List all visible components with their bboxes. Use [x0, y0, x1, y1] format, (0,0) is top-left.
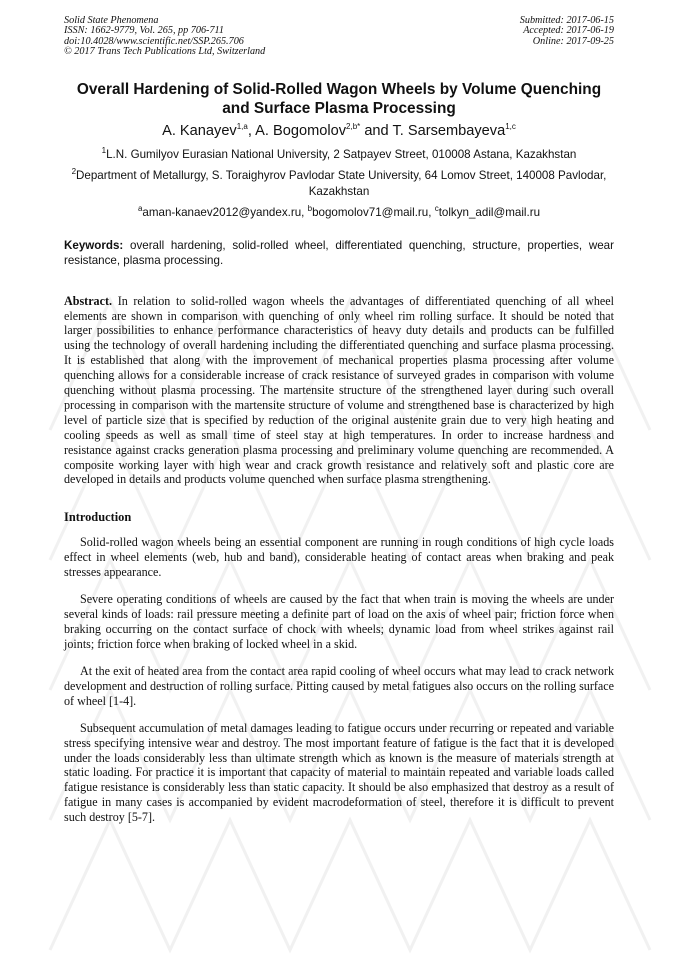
affiliation-mark: 1: [101, 146, 107, 156]
online-date: Online: 2017-09-25: [532, 35, 614, 47]
keywords-text: overall hardening, solid-rolled wheel, differentiated quenching, structure, properties, wear resistance, plasma processing.: [64, 239, 614, 267]
author-name: A. Kanayev: [162, 123, 237, 139]
title-line-1: Overall Hardening of Solid-Rolled Wagon Wheels by Volume Quenching: [76, 81, 602, 98]
author-separator: and: [360, 123, 393, 139]
author-name: A. Bogomolov: [255, 123, 347, 139]
author-emails: [64, 206, 614, 219]
introduction-paragraph: Severe operating conditions of wheels are caused by the fact that when train is moving the wheels are under several kinds of loads: rail pressure meeting a definite part of load on the axis of wheel pair; friction force when braking occurring on the contact surface of chock with wheels; dynamic load from wheel strikes against rail joints; friction force when braking of locked wheel in a skid.: [64, 592, 614, 651]
affiliation-2: [64, 168, 614, 200]
introduction-paragraph: Subsequent accumulation of metal damages leading to fatigue occurs under recurring or repeated and variable stress specifying intensive wear and destroy. The most important feature of fatigue is the fact that it is developed under the loads considerably less than ultimate strength which as known is the measure of materials strength at static loading. For practice it is important that capacity of material to maintain repeated and variable loads called fatigue resistance is considerably less than static capacity. It should be also emphasized that destroy as a result of fatigue in many cases is accompanied by evident macrodeformation of steel, therefore it is difficult to prevent such destroy [5-7].: [64, 720, 614, 825]
email-address: bogomolov71@mail.ru: [312, 206, 429, 219]
submitted-date: Submitted: 2017-06-15: [519, 15, 614, 26]
email-address: aman-kanaev2012@yandex.ru: [142, 206, 302, 219]
paper-title: [64, 80, 614, 118]
introduction-paragraph: Solid-rolled wagon wheels being an essential component are running in rough conditions of high cycle loads effect in wheel elements (web, hub and band), considerable heating of contact areas when braking and peak stresses appearance.: [64, 535, 614, 580]
author-name: T. Sarsembayeva: [392, 123, 506, 139]
affiliation-1: [64, 147, 614, 163]
paper-page: [64, 16, 614, 837]
email-mark: a: [137, 204, 143, 214]
issn-line: ISSN: 1662-9779, Vol. 265, pp 706-711: [64, 25, 224, 37]
abstract-text: In relation to solid-rolled wagon wheels the advantages of differentiated quenching of all wheel elements are shown in comparison with quenching of only wheel rim rolling surface. It should be noted that larger possibilities to enhance performance characteristics of heavy duty details and products can be fulfilled using the technology of overall hardening including the differentiated quenching and surface plasma processing. It is established that along with the improvement of mechanical properties plasma processing after volume quenching allows for a considerable increase of crack resistance of surveyed grades in comparison with volume quenching without plasma processing. The martensite structure of the strengthened layer during such overall processing in comparison with the martensite structure of volume and strengthened base is characterized by high level of particle size that is specified by reduction of the original austenite grain due to very high heating and cooling speeds as well as small time of steel stay at high temperatures. In order to increase hardness and resistance against cracks generation plasma processing and preliminary volume quenching are recommended. A composite working layer with high wear and crack growth resistance and relatively soft and plastic core are developed in details and products volume quenched when surface plasma strengthening.: [64, 293, 614, 487]
author-separator: ,: [247, 123, 256, 139]
author-affiliation-mark: 1,c: [505, 122, 516, 132]
copyright-line: © 2017 Trans Tech Publications Ltd, Switzerland: [64, 46, 266, 58]
journal-header: [64, 16, 614, 68]
email-separator: ,: [301, 206, 308, 219]
doi-line: doi:10.4028/www.scientific.net/SSP.265.706: [64, 35, 244, 47]
author-list: [64, 122, 614, 141]
email-mark: c: [434, 204, 439, 214]
author-affiliation-mark: 1,a: [236, 122, 248, 132]
abstract-block: [64, 294, 614, 488]
email-mark: b: [307, 204, 313, 214]
email-separator: ,: [428, 206, 435, 219]
introduction-paragraph: At the exit of heated area from the contact area rapid cooling of wheel occurs what may lead to crack network development and destruction of rolling surface. Pitting caused by metal fatigues also occurs on the rolling surface of wheel [1-4].: [64, 663, 614, 708]
email-address: tolkyn_adil@mail.ru: [438, 206, 541, 219]
keywords-label: Keywords:: [64, 239, 124, 252]
keywords-block: [64, 239, 614, 269]
abstract-label: Abstract.: [64, 293, 113, 308]
author-affiliation-mark: 2,b*: [346, 122, 361, 132]
publication-info: [64, 16, 265, 58]
publication-dates: [520, 16, 614, 47]
affiliation-text: L.N. Gumilyov Eurasian National University, 2 Satpayev Street, 010008 Astana, Kazakhstan: [106, 148, 577, 161]
accepted-date: Accepted: 2017-06-19: [523, 25, 614, 37]
title-line-2: and Surface Plasma Processing: [222, 100, 456, 117]
affiliation-mark: 2: [71, 167, 77, 177]
introduction-heading: Introduction: [64, 510, 132, 525]
affiliation-text: Department of Metallurgy, S. Toraighyrov Pavlodar State University, 64 Lomov Street, 140008 Pavlodar, Kazakhstan: [76, 169, 607, 198]
journal-name: Solid State Phenomena: [64, 15, 159, 26]
